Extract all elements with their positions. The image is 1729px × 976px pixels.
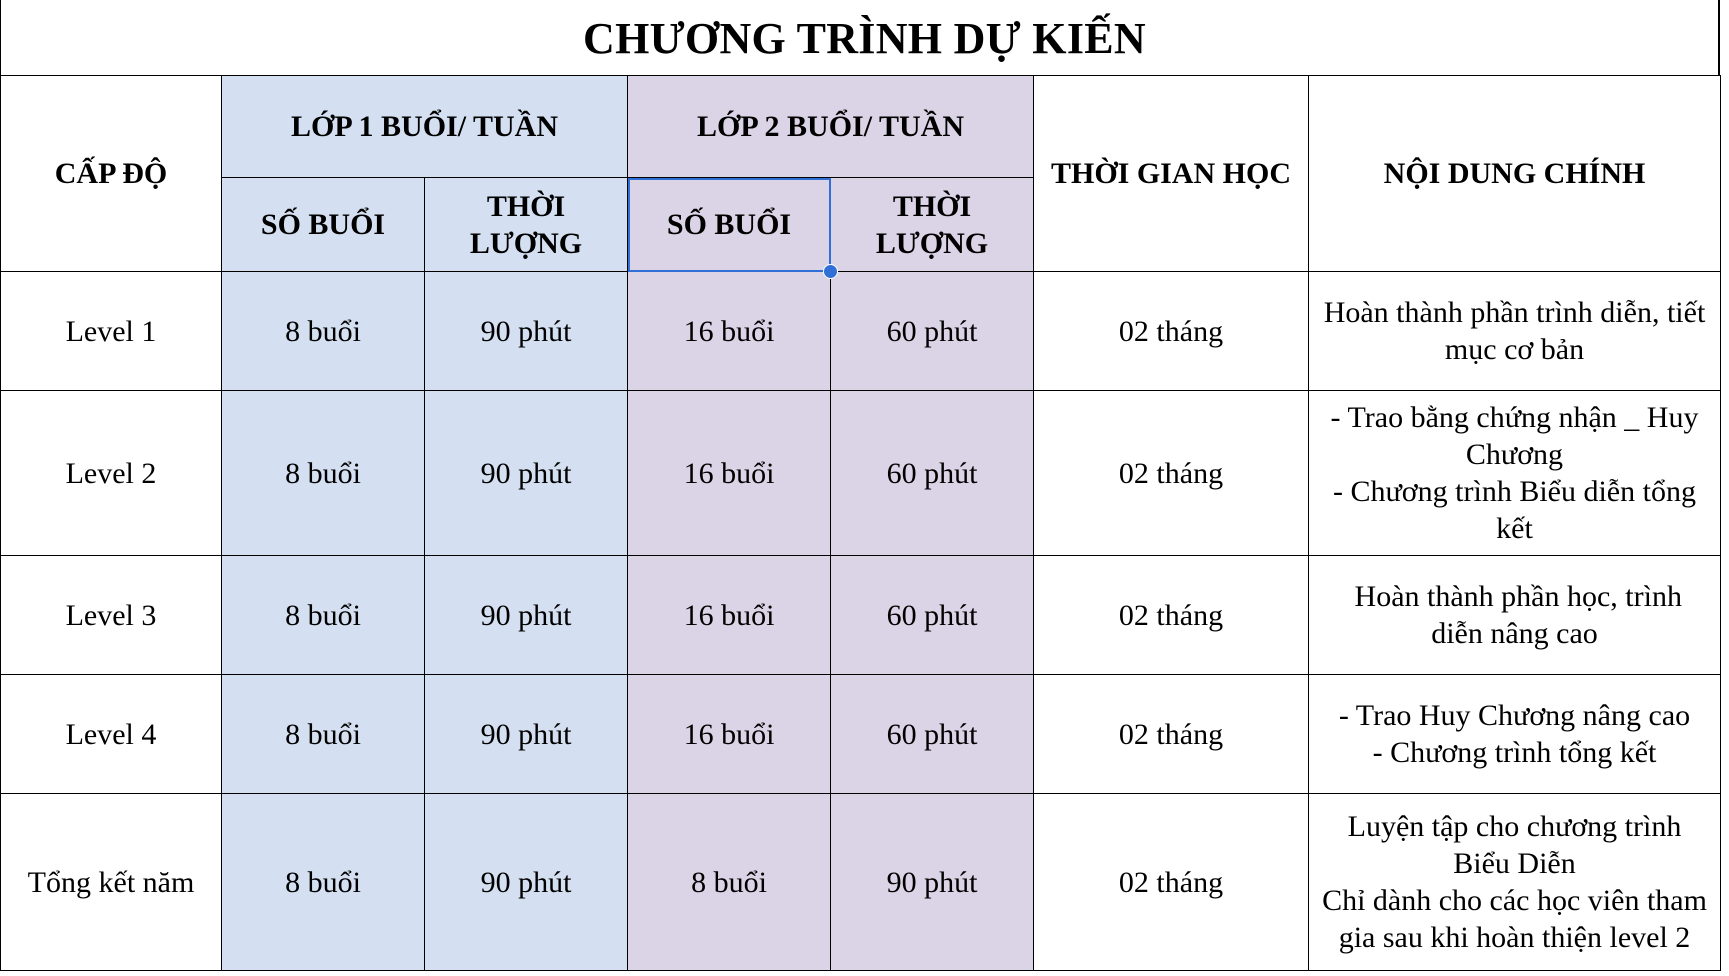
cell-g1-duration[interactable]: 90 phút bbox=[425, 391, 628, 556]
cell-g2-sessions[interactable]: 16 buổi bbox=[628, 675, 831, 794]
table-row bbox=[1, 794, 1721, 971]
cell-main-content[interactable] bbox=[1309, 556, 1721, 675]
header-main-content[interactable]: NỘI DUNG CHÍNH bbox=[1309, 76, 1721, 272]
cell-g2-duration[interactable]: 90 phút bbox=[831, 794, 1034, 971]
content-line: Biểu Diễn bbox=[1453, 847, 1576, 880]
table-row bbox=[1, 556, 1721, 675]
content-line: kết bbox=[1496, 512, 1533, 545]
cell-g1-sessions[interactable]: 8 buổi bbox=[222, 272, 425, 391]
cell-level[interactable]: Level 4 bbox=[1, 675, 222, 794]
cell-g1-duration[interactable]: 90 phút bbox=[425, 794, 628, 971]
content-line: diễn nâng cao bbox=[1431, 617, 1598, 650]
cell-g1-sessions[interactable]: 8 buổi bbox=[222, 391, 425, 556]
cell-g2-duration[interactable]: 60 phút bbox=[831, 675, 1034, 794]
header-g2-sessions-selected-cell[interactable] bbox=[628, 178, 831, 272]
content-line: - Chương trình tổng kết bbox=[1372, 736, 1657, 769]
cell-g1-duration[interactable]: 90 phút bbox=[425, 272, 628, 391]
cell-g2-duration[interactable]: 60 phút bbox=[831, 556, 1034, 675]
cell-g1-duration[interactable]: 90 phút bbox=[425, 675, 628, 794]
cell-g1-sessions[interactable]: 8 buổi bbox=[222, 556, 425, 675]
cell-g2-sessions[interactable]: 16 buổi bbox=[628, 272, 831, 391]
header-level[interactable]: CẤP ĐỘ bbox=[1, 76, 222, 272]
cell-main-content[interactable] bbox=[1309, 794, 1721, 971]
content-line: Chỉ dành cho các học viên tham bbox=[1322, 884, 1707, 917]
cell-g2-sessions[interactable]: 8 buổi bbox=[628, 794, 831, 971]
table-row bbox=[1, 675, 1721, 794]
content-line: - Chương trình Biểu diễn tổng bbox=[1333, 475, 1696, 508]
cell-g2-sessions[interactable]: 16 buổi bbox=[628, 391, 831, 556]
cell-g2-sessions[interactable]: 16 buổi bbox=[628, 556, 831, 675]
header-study-time[interactable]: THỜI GIAN HỌC bbox=[1034, 76, 1309, 272]
cell-main-content[interactable] bbox=[1309, 391, 1721, 556]
cell-study-time[interactable]: 02 tháng bbox=[1034, 272, 1309, 391]
content-line: mục cơ bản bbox=[1444, 333, 1585, 366]
header-duration-line2: LƯỢNG bbox=[875, 226, 989, 260]
header-g1-duration[interactable] bbox=[425, 178, 628, 272]
header-duration-line1: THỜI bbox=[486, 189, 566, 223]
cell-study-time[interactable]: 02 tháng bbox=[1034, 391, 1309, 556]
content-line: Chương bbox=[1465, 438, 1564, 471]
cell-g1-duration[interactable]: 90 phút bbox=[425, 556, 628, 675]
cell-study-time[interactable]: 02 tháng bbox=[1034, 556, 1309, 675]
cell-g2-duration[interactable]: 60 phút bbox=[831, 391, 1034, 556]
content-line: Luyện tập cho chương trình bbox=[1347, 810, 1682, 843]
header-duration-line2: LƯỢNG bbox=[469, 226, 583, 260]
header-group-1-per-week[interactable]: LỚP 1 BUỔI/ TUẦN bbox=[222, 76, 628, 178]
table-row bbox=[1, 391, 1721, 556]
cell-level[interactable]: Tổng kết năm bbox=[1, 794, 222, 971]
header-g1-sessions[interactable]: SỐ BUỔI bbox=[222, 178, 425, 272]
schedule-table bbox=[0, 75, 1721, 971]
cell-study-time[interactable]: 02 tháng bbox=[1034, 675, 1309, 794]
cell-g2-duration[interactable]: 60 phút bbox=[831, 272, 1034, 391]
header-group-2-per-week[interactable]: LỚP 2 BUỔI/ TUẦN bbox=[628, 76, 1034, 178]
cell-g1-sessions[interactable]: 8 buổi bbox=[222, 675, 425, 794]
fill-handle[interactable] bbox=[823, 264, 838, 279]
cell-main-content[interactable] bbox=[1309, 675, 1721, 794]
cell-g1-sessions[interactable]: 8 buổi bbox=[222, 794, 425, 971]
content-line: gia sau khi hoàn thiện level 2 bbox=[1338, 921, 1691, 954]
cell-study-time[interactable]: 02 tháng bbox=[1034, 794, 1309, 971]
cell-level[interactable]: Level 3 bbox=[1, 556, 222, 675]
cell-level[interactable]: Level 1 bbox=[1, 272, 222, 391]
table-row bbox=[1, 272, 1721, 391]
cell-level[interactable]: Level 2 bbox=[1, 391, 222, 556]
page-title[interactable]: CHƯƠNG TRÌNH DỰ KIẾN bbox=[583, 13, 1146, 63]
header-g2-sessions-label: SỐ BUỔI bbox=[666, 208, 792, 241]
cell-main-content[interactable] bbox=[1309, 272, 1721, 391]
content-line: - Trao Huy Chương nâng cao bbox=[1338, 699, 1691, 732]
header-duration-line1: THỜI bbox=[892, 189, 972, 223]
content-line: Hoàn thành phần trình diễn, tiết bbox=[1323, 296, 1706, 329]
content-line: Hoàn thành phần học, trình bbox=[1347, 580, 1682, 613]
content-line: - Trao bằng chứng nhận _ Huy bbox=[1330, 401, 1699, 434]
header-g2-duration[interactable] bbox=[831, 178, 1034, 272]
